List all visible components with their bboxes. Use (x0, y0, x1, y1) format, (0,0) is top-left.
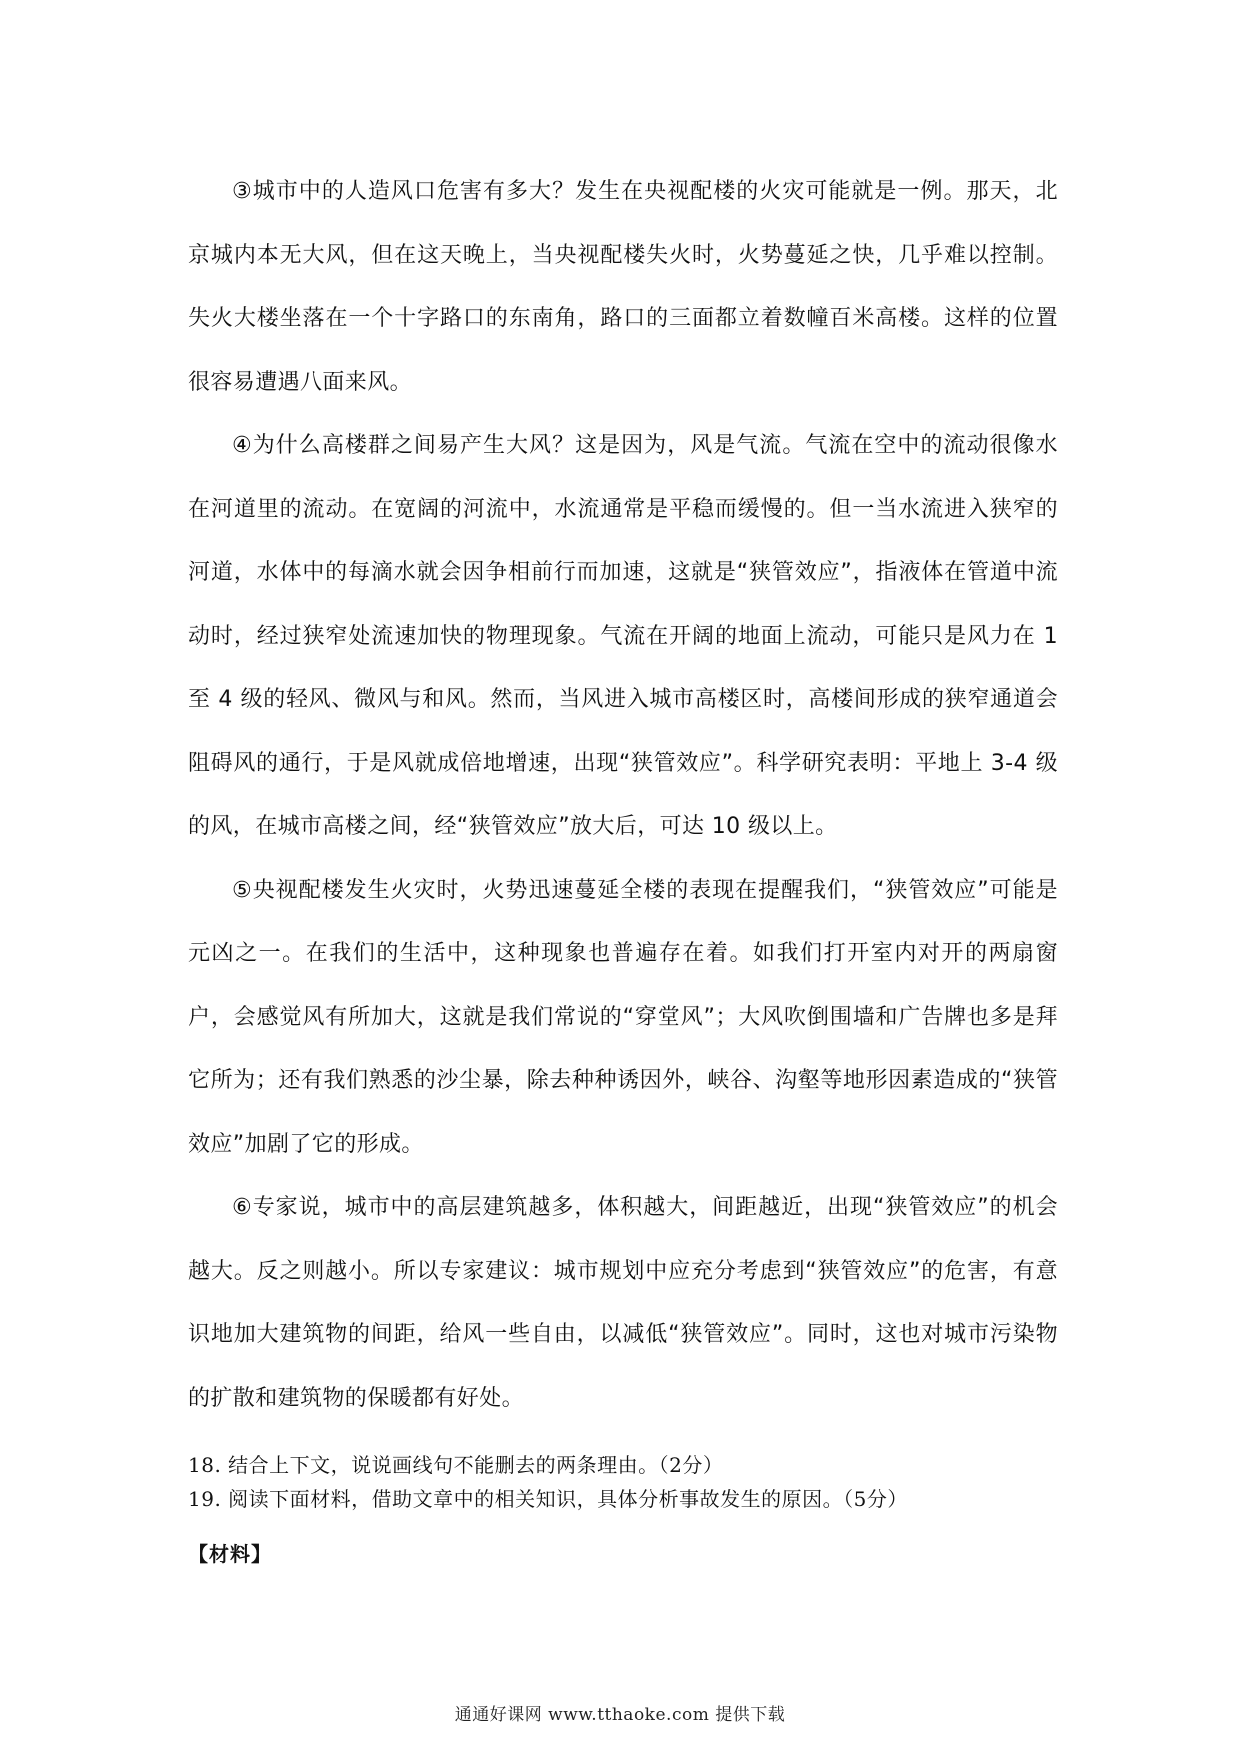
page-footer: 通通好课网 www.tthaoke.com 提供下载 (454, 1705, 786, 1725)
question-list (188, 1448, 1058, 1516)
paragraph-6: ⑥专家说，城市中的高层建筑越多，体积越大，间距越近，出现“狭管效应”的机会越大。反之则越小。所以专家建议：城市规划中应充分考虑到“狭管效应”的危害，有意识地加大建筑物的间距，给风一些自由，以减低“狭管效应”。同时，这也对城市污染物的扩散和建筑物的保暖都有好处。 (188, 1195, 1058, 1411)
paragraph-5: ⑤央视配楼发生火灾时，火势迅速蔓延全楼的表现在提醒我们，“狭管效应”可能是元凶之一。在我们的生活中，这种现象也普遍存在着。如我们打开室内对开的两扇窗户，会感觉风有所加大，这就是我们常说的“穿堂风”；大风吹倒围墙和广告牌也多是拜它所为；还有我们熟悉的沙尘暴，除去种种诱因外，峡谷、沟壑等地形因素造成的“狭管效应”加剧了它的形成。 (188, 877, 1058, 1157)
paragraph-3: ③城市中的人造风口危害有多大？发生在央视配楼的火灾可能就是一例。那天，北京城内本无大风，但在这天晚上，当央视配楼失火时，火势蔓延之快，几乎难以控制。失火大楼坐落在一个十字路口的东南角，路口的三面都立着数幢百米高楼。这样的位置很容易遭遇八面来风。 (188, 179, 1058, 395)
article-body (188, 160, 1058, 1430)
question-19: 19. 阅读下面材料，借助文章中的相关知识，具体分析事故发生的原因。（5分） (188, 1487, 908, 1511)
question-18: 18. 结合上下文，说说画线句不能删去的两条理由。（2分） (188, 1453, 724, 1477)
paragraph-4: ④为什么高楼群之间易产生大风？这是因为，风是气流。气流在空中的流动很像水在河道里的流动。在宽阔的河流中，水流通常是平稳而缓慢的。但一当水流进入狭窄的河道，水体中的每滴水就会因争相前行而加速，这就是“狭管效应”，指液体在管道中流动时，经过狭窄处流速加快的物理现象。气流在开阔的地面上流动，可能只是风力在 1 至 4 级的轻风、微风与和风。然而，当风进入城市高楼区时，高楼间形成的狭窄通道会阻碍风的通行，于是风就成倍地增速，出现“狭管效应”。科学研究表明：平地上 3-4 级的风，在城市高楼之间，经“狭管效应”放大后，可达 10 级以上。 (188, 433, 1058, 839)
material-heading: 【材料】 (188, 1542, 272, 1566)
